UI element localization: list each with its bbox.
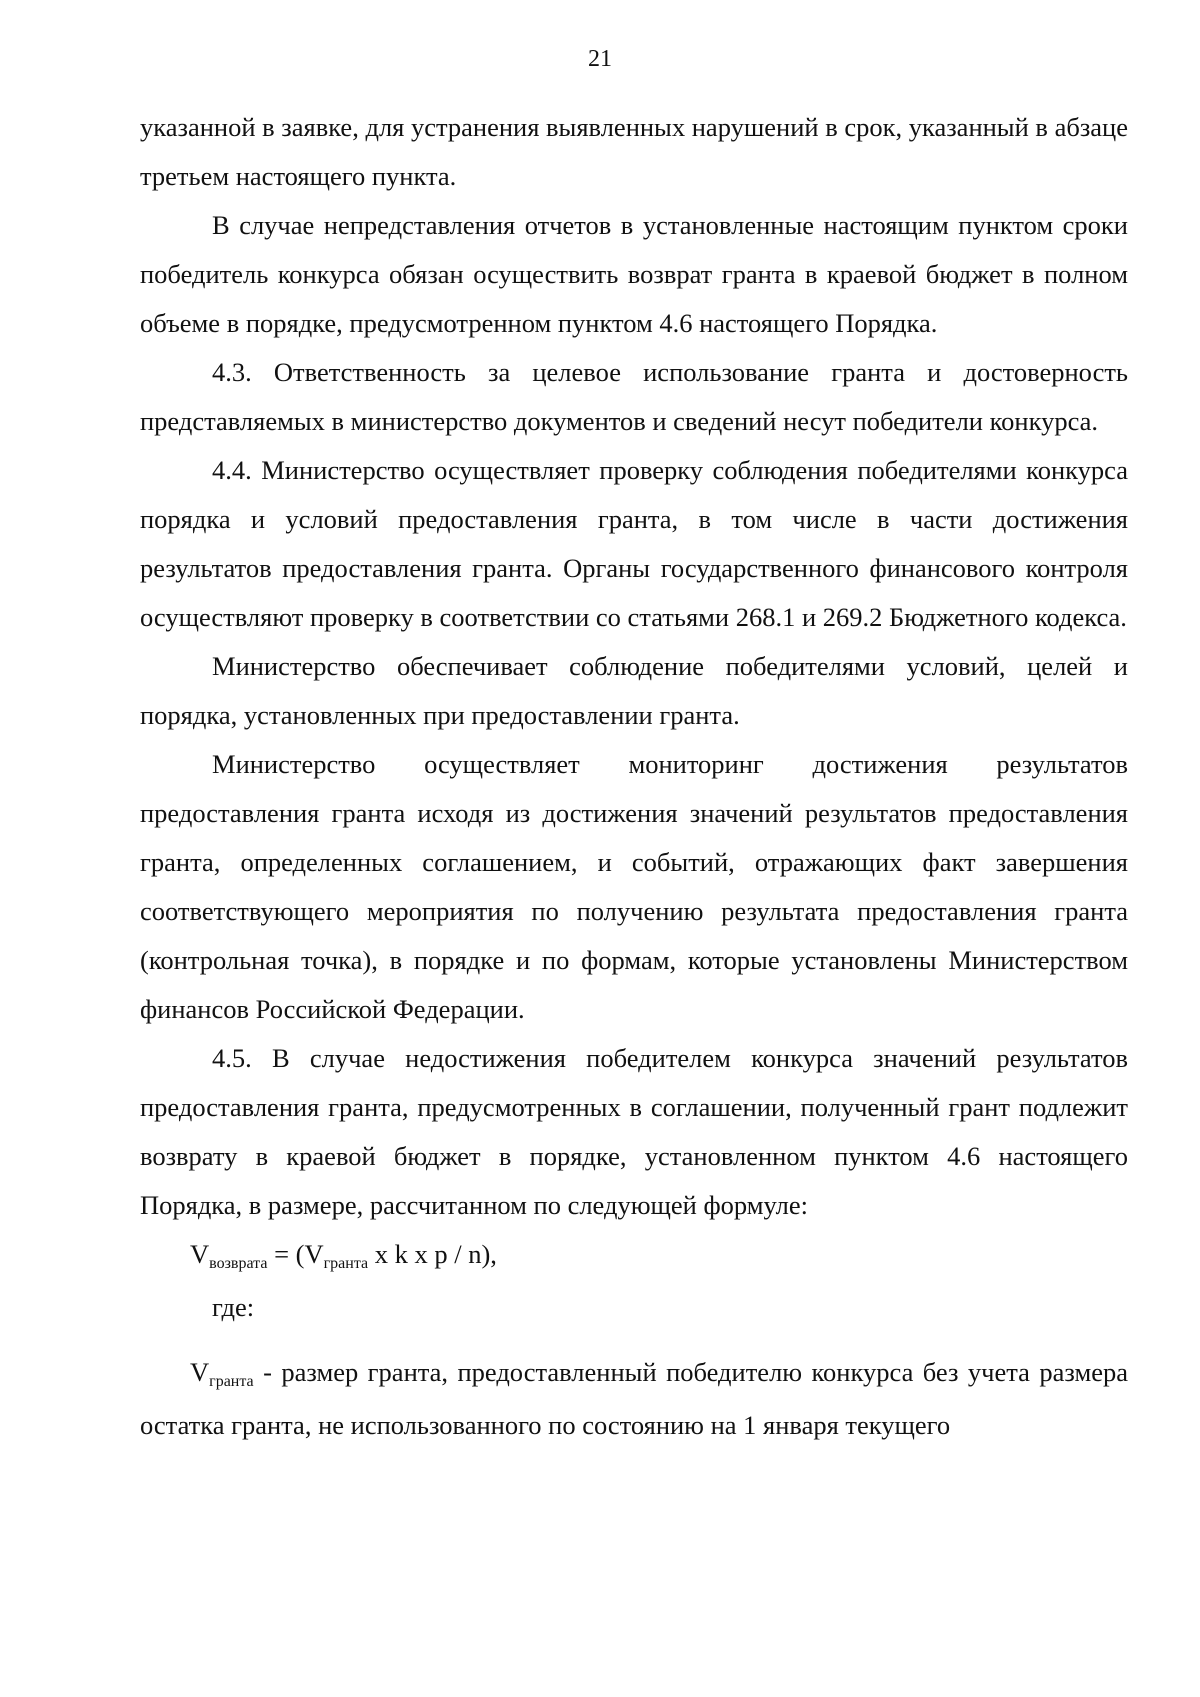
paragraph-ministry-monitoring: Министерство осуществляет мониторинг достижения результатов предоставления гранта исходя из достижения значений результатов предоставления гранта, определенных соглашением, и событий, отражающих факт завершения соответствующего мероприятия по получению результата предоставления гранта (контрольная точка), в порядке и по формам, которые установлены Министерством финансов Российской Федерации. — [140, 749, 1128, 1024]
definition-sub-grant: гранта — [209, 1373, 254, 1390]
paragraph-reports-deadline: В случае непредставления отчетов в установленные настоящим пунктом сроки победитель конкурса обязан осуществить возврат гранта в краевой бюджет в полном объеме в порядке, предусмотренном пунктом 4.6 настоящего Порядка. — [140, 210, 1128, 338]
paragraph-4-4: 4.4. Министерство осуществляет проверку соблюдения победителями конкурса порядка и условий предоставления гранта, в том числе в части достижения результатов предоставления гранта. Органы государственного финансового контроля осуществляют проверку в соответствии со статьями 268.1 и 269.2 Бюджетного кодекса. — [140, 455, 1128, 632]
formula-sub-grant: гранта — [323, 1255, 369, 1272]
paragraph-4-3: 4.3. Ответственность за целевое использование гранта и достоверность представляемых в министерство документов и сведений несут победители конкурса. — [140, 357, 1128, 436]
return-formula — [140, 1230, 1128, 1283]
formula-eq-open: = (V — [267, 1239, 324, 1269]
definition-v-grant — [140, 1348, 1128, 1450]
paragraph-4-5: 4.5. В случае недостижения победителем конкурса значений результатов предоставления гранта, предусмотренных в соглашении, полученный грант подлежит возврату в краевой бюджет в порядке, установленном пунктом 4.6 настоящего Порядка, в размере, рассчитанном по следующей формуле: — [140, 1043, 1128, 1220]
where-label: где: — [212, 1292, 255, 1322]
document-body — [140, 103, 1128, 1450]
definition-v: V — [190, 1357, 210, 1387]
paragraph-continuation: указанной в заявке, для устранения выявленных нарушений в срок, указанный в абзаце третьем настоящего пункта. — [140, 112, 1128, 191]
paragraph-ministry-compliance: Министерство обеспечивает соблюдение победителями условий, целей и порядка, установленных при предоставлении гранта. — [140, 651, 1128, 730]
formula-rest: x k x p / n), — [368, 1239, 497, 1269]
formula-sub-return: возврата — [209, 1255, 268, 1272]
definition-text: - размер гранта, предоставленный победителю конкурса без учета размера остатка гранта, не использованного по состоянию на 1 января текущего — [140, 1357, 1128, 1440]
formula-v: V — [190, 1239, 210, 1269]
page-number: 21 — [588, 46, 612, 72]
